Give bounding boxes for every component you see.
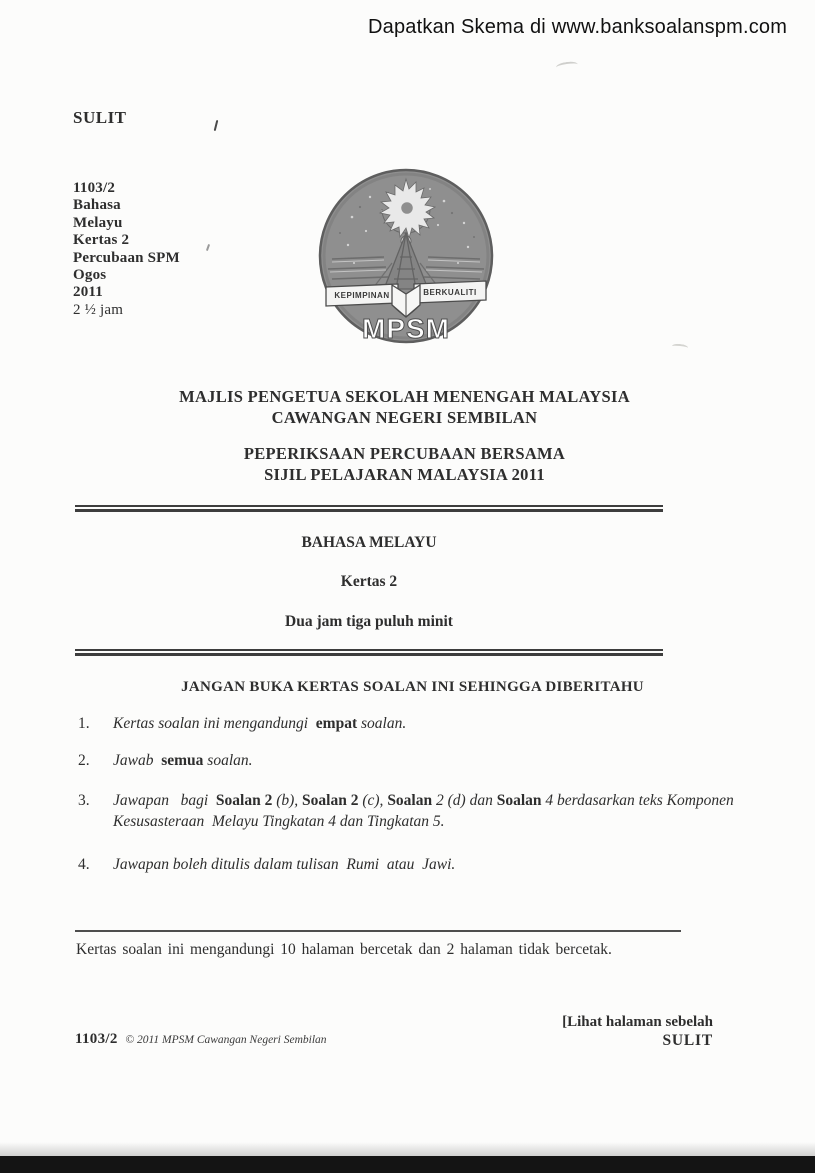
logo-acronym-text: MPSM bbox=[362, 313, 450, 344]
scan-shadow bbox=[0, 1142, 815, 1156]
instruction-text: Jawapan bagi Soalan 2 (b), Soalan 2 (c), Soalan 2 (d) dan Soalan 4 berdasarkan teks Komponen Kesusasteraan Melayu Tingkatan 4 dan Tingkatan 5. bbox=[113, 792, 738, 830]
footer-paper-code: 1103/2 bbox=[75, 1031, 118, 1047]
instruction-item bbox=[78, 713, 747, 734]
double-rule-top bbox=[75, 505, 663, 512]
see-next-page-note: [Lihat halaman sebelah bbox=[562, 1014, 713, 1030]
double-rule-bottom bbox=[75, 649, 663, 656]
confidential-label-bottom: SULIT bbox=[662, 1032, 713, 1049]
paper-subject-line: Bahasa bbox=[73, 197, 121, 214]
mpsm-logo-icon bbox=[318, 167, 494, 345]
paper-code: 1103/2 bbox=[73, 180, 116, 196]
paper-subject-line: Melayu bbox=[73, 214, 123, 231]
instruction-number: 1. bbox=[78, 715, 90, 732]
exam-title-line1: PEPERIKSAAN PERCUBAAN BERSAMA bbox=[243, 444, 566, 463]
instruction-text: Jawab semua soalan. bbox=[113, 752, 253, 769]
instruction-number: 2. bbox=[78, 752, 90, 769]
instruction-text: Kertas soalan ini mengandungi empat soalan. bbox=[113, 715, 407, 732]
logo-banner-left-text: KEPIMPINAN bbox=[334, 291, 390, 300]
subject-paper: Kertas 2 bbox=[340, 573, 398, 590]
logo-banner-right-text: BERKUALITI bbox=[423, 288, 477, 297]
scan-smudge bbox=[556, 61, 579, 72]
pen-tick-mark bbox=[214, 120, 219, 131]
scan-smudge bbox=[672, 343, 689, 351]
paper-exam-line: Percubaan SPM bbox=[73, 249, 180, 266]
page-count-note: Kertas soalan ini mengandungi 10 halaman bercetak dan 2 halaman tidak bercetak. bbox=[76, 941, 612, 958]
paper-info-block bbox=[73, 180, 180, 319]
header-note: Dapatkan Skema di www.banksoalanspm.com bbox=[368, 16, 788, 38]
paper-year-line: 2011 bbox=[73, 284, 103, 301]
subject-block bbox=[75, 534, 663, 651]
pen-tick-mark bbox=[206, 244, 210, 251]
exam-title-line2: SIJIL PELAJARAN MALAYSIA 2011 bbox=[264, 464, 545, 484]
paper-month-line: Ogos bbox=[73, 267, 107, 284]
organisation-title-line1: MAJLIS PENGETUA SEKOLAH MENENGAH MALAYSIA bbox=[179, 387, 630, 406]
confidential-label-top: SULIT bbox=[73, 108, 127, 127]
footnote-rule bbox=[75, 930, 681, 932]
instruction-item bbox=[78, 750, 747, 771]
instruction-number: 3. bbox=[78, 792, 90, 809]
instruction-item bbox=[78, 790, 747, 832]
paper-number-line: Kertas 2 bbox=[73, 232, 130, 249]
exam-title bbox=[0, 444, 809, 485]
instruction-text: Jawapan boleh ditulis dalam tulisan Rumi atau Jawi. bbox=[113, 856, 456, 873]
instructions-section bbox=[78, 679, 747, 875]
subject-name: BAHASA MELAYU bbox=[301, 534, 437, 551]
subject-duration: Dua jam tiga puluh minit bbox=[285, 613, 453, 630]
organisation-title bbox=[0, 387, 809, 428]
paper-duration: 2 ½ jam bbox=[73, 301, 124, 318]
scan-edge-bar bbox=[0, 1156, 815, 1173]
instruction-item bbox=[78, 854, 747, 875]
footer-left bbox=[75, 1031, 327, 1048]
instructions-heading: JANGAN BUKA KERTAS SOALAN INI SEHINGGA DIBERITAHU bbox=[181, 679, 644, 695]
footer-right bbox=[562, 1013, 713, 1050]
organisation-title-line2: CAWANGAN NEGERI SEMBILAN bbox=[271, 407, 538, 427]
instruction-number: 4. bbox=[78, 856, 90, 873]
footer-copyright: © 2011 MPSM Cawangan Negeri Sembilan bbox=[125, 1034, 327, 1046]
